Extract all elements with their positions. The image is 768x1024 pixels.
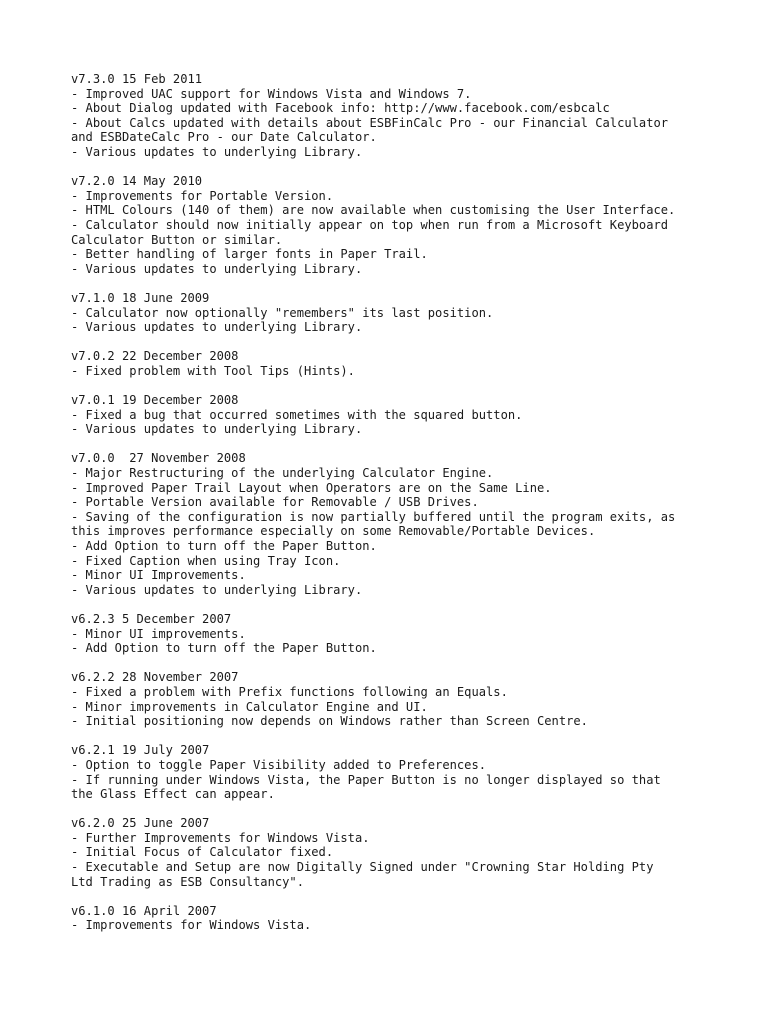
release-note-line: this improves performance especially on some Removable/Portable Devices. bbox=[71, 524, 596, 539]
release-note-line: - Improved Paper Trail Layout when Operators are on the Same Line. bbox=[71, 480, 552, 495]
release-note-line: - About Dialog updated with Facebook info: http://www.facebook.com/esbcalc bbox=[71, 101, 610, 116]
release-note-line: - Portable Version available for Removable / USB Drives. bbox=[71, 495, 479, 510]
release-note-line: - Add Option to turn off the Paper Button. bbox=[71, 539, 377, 553]
release-note-line: - Calculator should now initially appear on top when run from a Microsoft Keyboard bbox=[71, 217, 669, 232]
release-note-line: - Executable and Setup are now Digitally Signed under "Crowning Star Holding Pty bbox=[71, 860, 654, 875]
release-note-line: - Fixed a problem with Prefix functions following an Equals. bbox=[71, 684, 508, 699]
release-version-header: v7.0.2 22 December 2008 bbox=[71, 349, 239, 364]
release-entry bbox=[71, 393, 751, 437]
release-note-line: - Various updates to underlying Library. bbox=[71, 582, 363, 597]
release-note-line: - Minor improvements in Calculator Engine and UI. bbox=[71, 699, 428, 714]
release-note-line: - Various updates to underlying Library. bbox=[71, 320, 363, 335]
release-entry bbox=[71, 904, 751, 933]
release-note-line: - Improved UAC support for Windows Vista and Windows 7. bbox=[71, 86, 472, 101]
release-note-line: - Minor UI Improvements. bbox=[71, 568, 246, 583]
release-note-line: - Initial Focus of Calculator fixed. bbox=[71, 845, 334, 860]
release-entry bbox=[71, 291, 751, 335]
release-version-header: v7.0.0 27 November 2008 bbox=[71, 451, 246, 466]
release-version-header: v6.2.2 28 November 2007 bbox=[71, 670, 239, 685]
release-note-line: - Further Improvements for Windows Vista. bbox=[71, 830, 370, 845]
release-entry bbox=[71, 451, 751, 597]
release-note-line: - Various updates to underlying Library. bbox=[71, 261, 363, 276]
release-version-header: v7.2.0 14 May 2010 bbox=[71, 174, 203, 189]
release-note-line: - HTML Colours (140 of them) are now available when customising the User Interface. bbox=[71, 203, 676, 218]
release-version-header: v6.2.1 19 July 2007 bbox=[71, 743, 210, 758]
release-note-line: - Various updates to underlying Library. bbox=[71, 144, 363, 159]
release-entry bbox=[71, 174, 751, 276]
release-note-line: Calculator Button or similar. bbox=[71, 232, 283, 247]
release-version-header: v7.1.0 18 June 2009 bbox=[71, 290, 210, 305]
release-note-line: - About Calcs updated with details about ESBFinCalc Pro - our Financial Calculator bbox=[71, 115, 669, 130]
release-note-line: - Minor UI improvements. bbox=[71, 626, 246, 641]
release-note-line: - Add Option to turn off the Paper Button. bbox=[71, 641, 377, 656]
release-note-line: - Various updates to underlying Library. bbox=[71, 422, 363, 437]
release-note-line: - If running under Windows Vista, the Paper Button is no longer displayed so that bbox=[71, 772, 661, 787]
release-note-line: and ESBDateCalc Pro - our Date Calculator. bbox=[71, 130, 377, 145]
release-note-line: Ltd Trading as ESB Consultancy". bbox=[71, 874, 304, 889]
release-note-line: - Improvements for Portable Version. bbox=[71, 188, 334, 203]
release-note-line: - Fixed problem with Tool Tips (Hints). bbox=[71, 363, 355, 378]
release-note-line: - Option to toggle Paper Visibility added to Preferences. bbox=[71, 757, 487, 772]
release-note-line: - Calculator now optionally "remembers" its last position. bbox=[71, 305, 494, 320]
release-version-header: v6.2.3 5 December 2007 bbox=[71, 611, 232, 626]
release-note-line: - Better handling of larger fonts in Paper Trail. bbox=[71, 247, 428, 262]
release-note-line: - Initial positioning now depends on Windows rather than Screen Centre. bbox=[71, 714, 588, 729]
release-entry bbox=[71, 349, 751, 378]
release-note-line: - Fixed Caption when using Tray Icon. bbox=[71, 553, 341, 568]
release-entry bbox=[71, 816, 751, 889]
release-note-line: the Glass Effect can appear. bbox=[71, 787, 275, 802]
release-entry bbox=[71, 72, 751, 160]
release-version-header: v7.0.1 19 December 2008 bbox=[71, 393, 239, 408]
release-version-header: v6.1.0 16 April 2007 bbox=[71, 903, 217, 918]
release-note-line: - Major Restructuring of the underlying Calculator Engine. bbox=[71, 466, 494, 481]
release-version-header: v6.2.0 25 June 2007 bbox=[71, 816, 210, 831]
release-note-line: - Saving of the configuration is now partially buffered until the program exits, as bbox=[71, 509, 676, 524]
release-version-header: v7.3.0 15 Feb 2011 bbox=[71, 72, 203, 86]
changelog-document bbox=[71, 72, 751, 948]
release-entry bbox=[71, 670, 751, 728]
release-note-line: - Fixed a bug that occurred sometimes with the squared button. bbox=[71, 407, 523, 422]
release-note-line: - Improvements for Windows Vista. bbox=[71, 918, 312, 933]
release-entry bbox=[71, 743, 751, 801]
release-entry bbox=[71, 612, 751, 656]
